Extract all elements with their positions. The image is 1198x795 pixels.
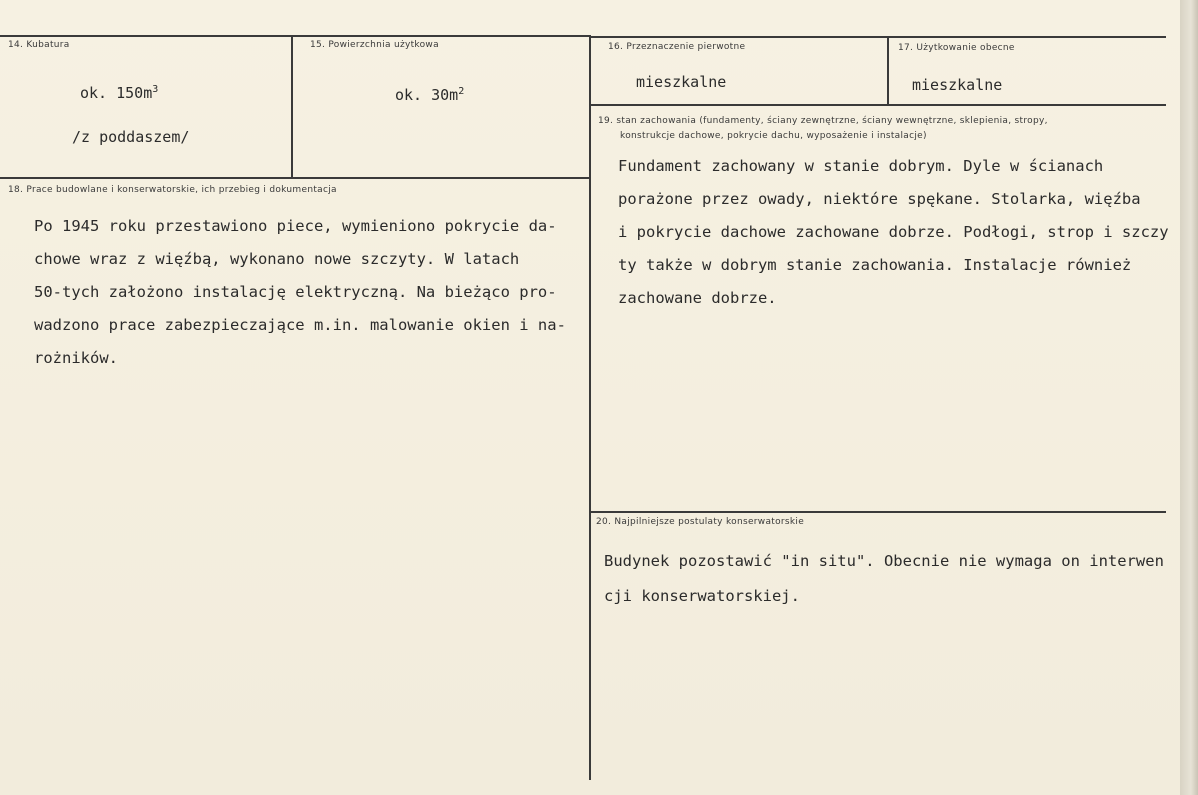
f19-line: i pokrycie dachowe zachowane dobrze. Podłogi, strop i szczy <box>618 223 1169 241</box>
f14-value-text: ok. 150m <box>80 84 153 102</box>
f18-line: wadzono prace zabezpieczające m.in. malowanie okien i na- <box>34 316 566 334</box>
f18-line: 50-tych założono instalację elektryczną. Na bieżąco pro- <box>34 283 557 301</box>
f19-label-line1: 19. stan zachowania (fundamenty, ściany zewnętrzne, ściany wewnętrzne, sklepienia, stropy, <box>598 116 1048 126</box>
rule-f19-top <box>590 104 1166 106</box>
f15-label: 15. Powierzchnia użytkowa <box>310 40 439 50</box>
f15-value-text: ok. 30m <box>395 86 459 104</box>
f16-label: 16. Przeznaczenie pierwotne <box>608 42 746 52</box>
rule-f20-top <box>590 511 1166 513</box>
rule-top-left <box>0 35 590 37</box>
f18-label: 18. Prace budowlane i konserwatorskie, ich przebieg i dokumentacja <box>8 185 337 195</box>
f19-text <box>618 150 1169 315</box>
divider-14-15 <box>291 35 293 177</box>
f18-line: rożników. <box>34 349 118 367</box>
f19-line: ty także w dobrym stanie zachowania. Instalacje również <box>618 256 1132 274</box>
divider-main <box>589 35 591 780</box>
f16-value: mieszkalne <box>636 73 727 91</box>
f20-line: cji konserwatorskiej. <box>604 587 800 605</box>
f14-value-exp: 3 <box>152 84 159 95</box>
f20-line: Budynek pozostawić "in situ". Obecnie nie wymaga on interwen <box>604 552 1164 570</box>
f17-label: 17. Użytkowanie obecne <box>898 43 1015 53</box>
f18-text <box>34 210 566 375</box>
divider-16-17 <box>887 36 889 104</box>
rule-f18-top <box>0 177 590 179</box>
f19-label-line2: konstrukcje dachowe, pokrycie dachu, wyposażenie i instalacje) <box>620 131 927 141</box>
card-edge <box>1180 0 1198 795</box>
f19-line: Fundament zachowany w stanie dobrym. Dyle w ścianach <box>618 157 1104 175</box>
f18-line: Po 1945 roku przestawiono piece, wymieniono pokrycie da- <box>34 217 557 235</box>
f14-label: 14. Kubatura <box>8 40 70 50</box>
f14-value <box>80 84 158 102</box>
f17-value: mieszkalne <box>912 76 1003 94</box>
f18-line: chowe wraz z więźbą, wykonano nowe szczyty. W latach <box>34 250 520 268</box>
f15-value <box>395 86 464 104</box>
rule-top-right <box>590 36 1166 38</box>
f20-text <box>604 544 1164 614</box>
f19-line: porażone przez owady, niektóre spękane. Stolarka, więźba <box>618 190 1141 208</box>
f20-label: 20. Najpilniejsze postulaty konserwatorskie <box>596 517 805 527</box>
f15-value-exp: 2 <box>458 86 465 97</box>
f19-line: zachowane dobrze. <box>618 289 777 307</box>
f14-note: /z poddaszem/ <box>72 128 190 146</box>
